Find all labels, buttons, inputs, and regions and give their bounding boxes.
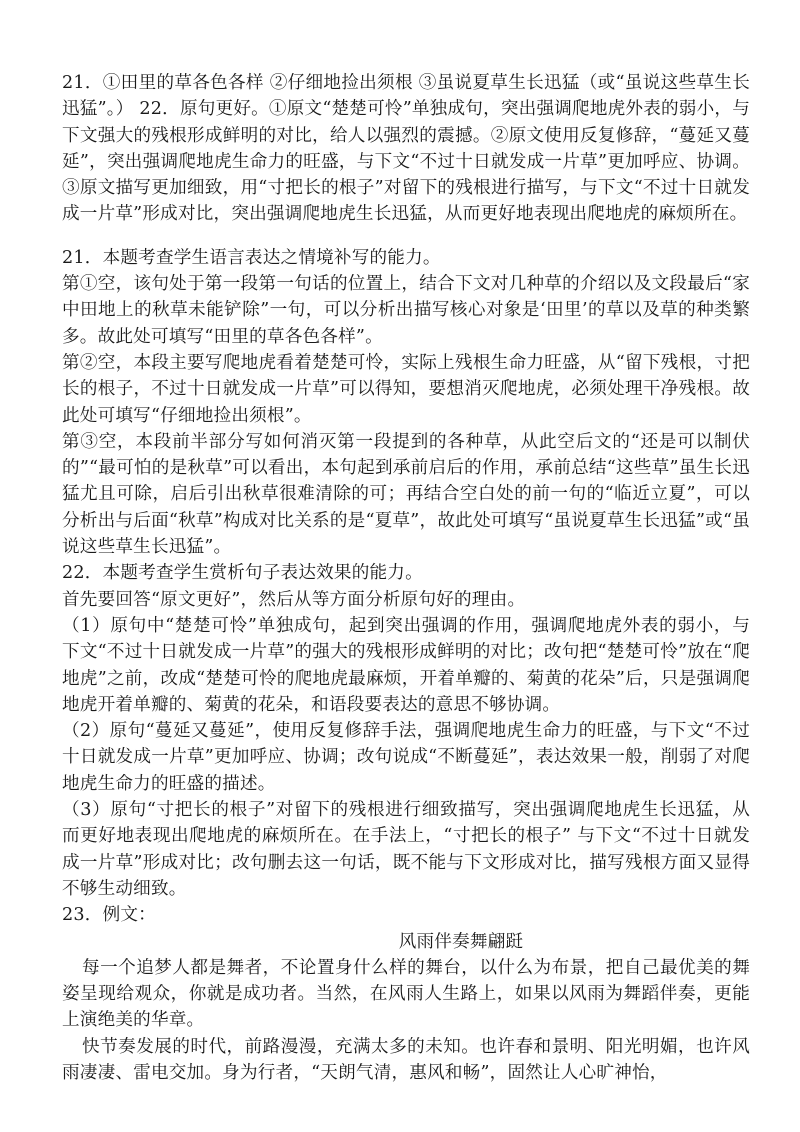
document-page [62, 70, 750, 1086]
q22-intro: 22．本题考查学生赏析句子表达效果的能力。 [62, 563, 423, 584]
essay-paragraph-2: 快节奏发展的时代，前路漫漫，充满太多的未知。也许春和景明、阳光明媚，也许风雨凄凄、雷电交加。身为行者，“天朗气清，惠风和畅”，固然让人心旷神怡， [62, 1036, 750, 1083]
essay-title: 风雨伴奏舞翩跹 [398, 931, 524, 952]
q21-blank1-analysis: 第①空，该句处于第一段第一句话的位置上，结合下文对几种草的介绍以及文段最后“家中田地上的秋草未能铲除”一句，可以分析出描写核心对象是‘田里’的草以及草的种类繁多。故此处可填写“田里的草各色各样”。 [62, 274, 750, 347]
q22-first: 首先要回答“原文更好”，然后从等方面分析原句好的理由。 [62, 589, 526, 610]
essay-paragraph-1: 每一个追梦人都是舞者，不论置身什么样的舞台，以什么为布景，把自己最优美的舞姿呈现给观众，你就是成功者。当然，在风雨人生路上，如果以风雨为舞蹈伴奏，更能上演绝美的华章。 [62, 957, 750, 1031]
q21-intro: 21．本题考查学生语言表达之情境补写的能力。 [62, 247, 441, 268]
q22-point2: （2）原句“蔓延又蔓延”，使用反复修辞手法，强调爬地虎生命力的旺盛，与下文“不过十日就发成一片草”更加呼应、协调；改句说成“不断蔓延”，表达效果一般，削弱了对爬地虎生命力的旺盛的描述。 [62, 721, 750, 794]
q22-point1: （1）原句中“楚楚可怜”单独成句，起到突出强调的作用，强调爬地虎外表的弱小，与下文“不过十日就发成一片草”的强大的残根形成鲜明的对比；改句把“楚楚可怜”放在“爬地虎”之前，改成“楚楚可怜的爬地虎最麻烦，开着单瓣的、菊黄的花朵”后，只是强调爬地虎开着单瓣的、菊黄的花朵，和语段要表达的意思不够协调。 [62, 615, 750, 715]
q21-blank3-analysis: 第③空，本段前半部分写如何消灭第一段提到的各种草，从此空后文的“还是可以制伏的”“最可怕的是秋草”可以看出，本句起到承前启后的作用，承前总结“这些草”虽生长迅猛尤且可除，启后引出秋草很难清除的可；再结合空白处的前一句的“临近立夏”，可以分析出与后面“秋草”构成对比关系的是“夏草”，故此处可填写“虽说夏草生长迅猛”或“虽说这些草生长迅猛”。 [62, 431, 750, 558]
paragraph-gap [62, 228, 750, 245]
q23-intro: 23．例文： [62, 905, 156, 926]
q21-blank2-analysis: 第②空，本段主要写爬地虎看着楚楚可怜，实际上残根生命力旺盛，从“留下残根，寸把长的根子，不过十日就发成一片草”可以得知，要想消灭爬地虎，必须处理干净残根。故此处可填写“仔细地捡出须根”。 [62, 352, 750, 426]
answer-summary: 21．①田里的草各色各样 ②仔细地捡出须根 ③虽说夏草生长迅猛（或“虽说这些草生长迅猛”。） 22．原句更好。①原文“楚楚可怜”单独成句，突出强调爬地虎外表的弱小，与下文强大的残根形成鲜明的对比，给人以强烈的震撼。②原文使用反复修辞，“蔓延又蔓延”，突出强调爬地虎生命力的旺盛，与下文“不过十日就发成一片草”更加呼应、协调。③原文描写更加细致，用“寸把长的根子”对留下的残根进行描写，与下文“不过十日就发成一片草”形成对比，突出强调爬地虎生长迅猛，从而更好地表现出爬地虎的麻烦所在。 [62, 73, 750, 225]
q22-point3: （3）原句“寸把长的根子”对留下的残根进行细致描写，突出强调爬地虎生长迅猛，从而更好地表现出爬地虎的麻烦所在。在手法上，“寸把长的根子” 与下文“不过十日就发成一片草”形成对比；改句删去这一句话，既不能与下文形成对比，描写残根方面又显得不够生动细致。 [62, 800, 750, 899]
